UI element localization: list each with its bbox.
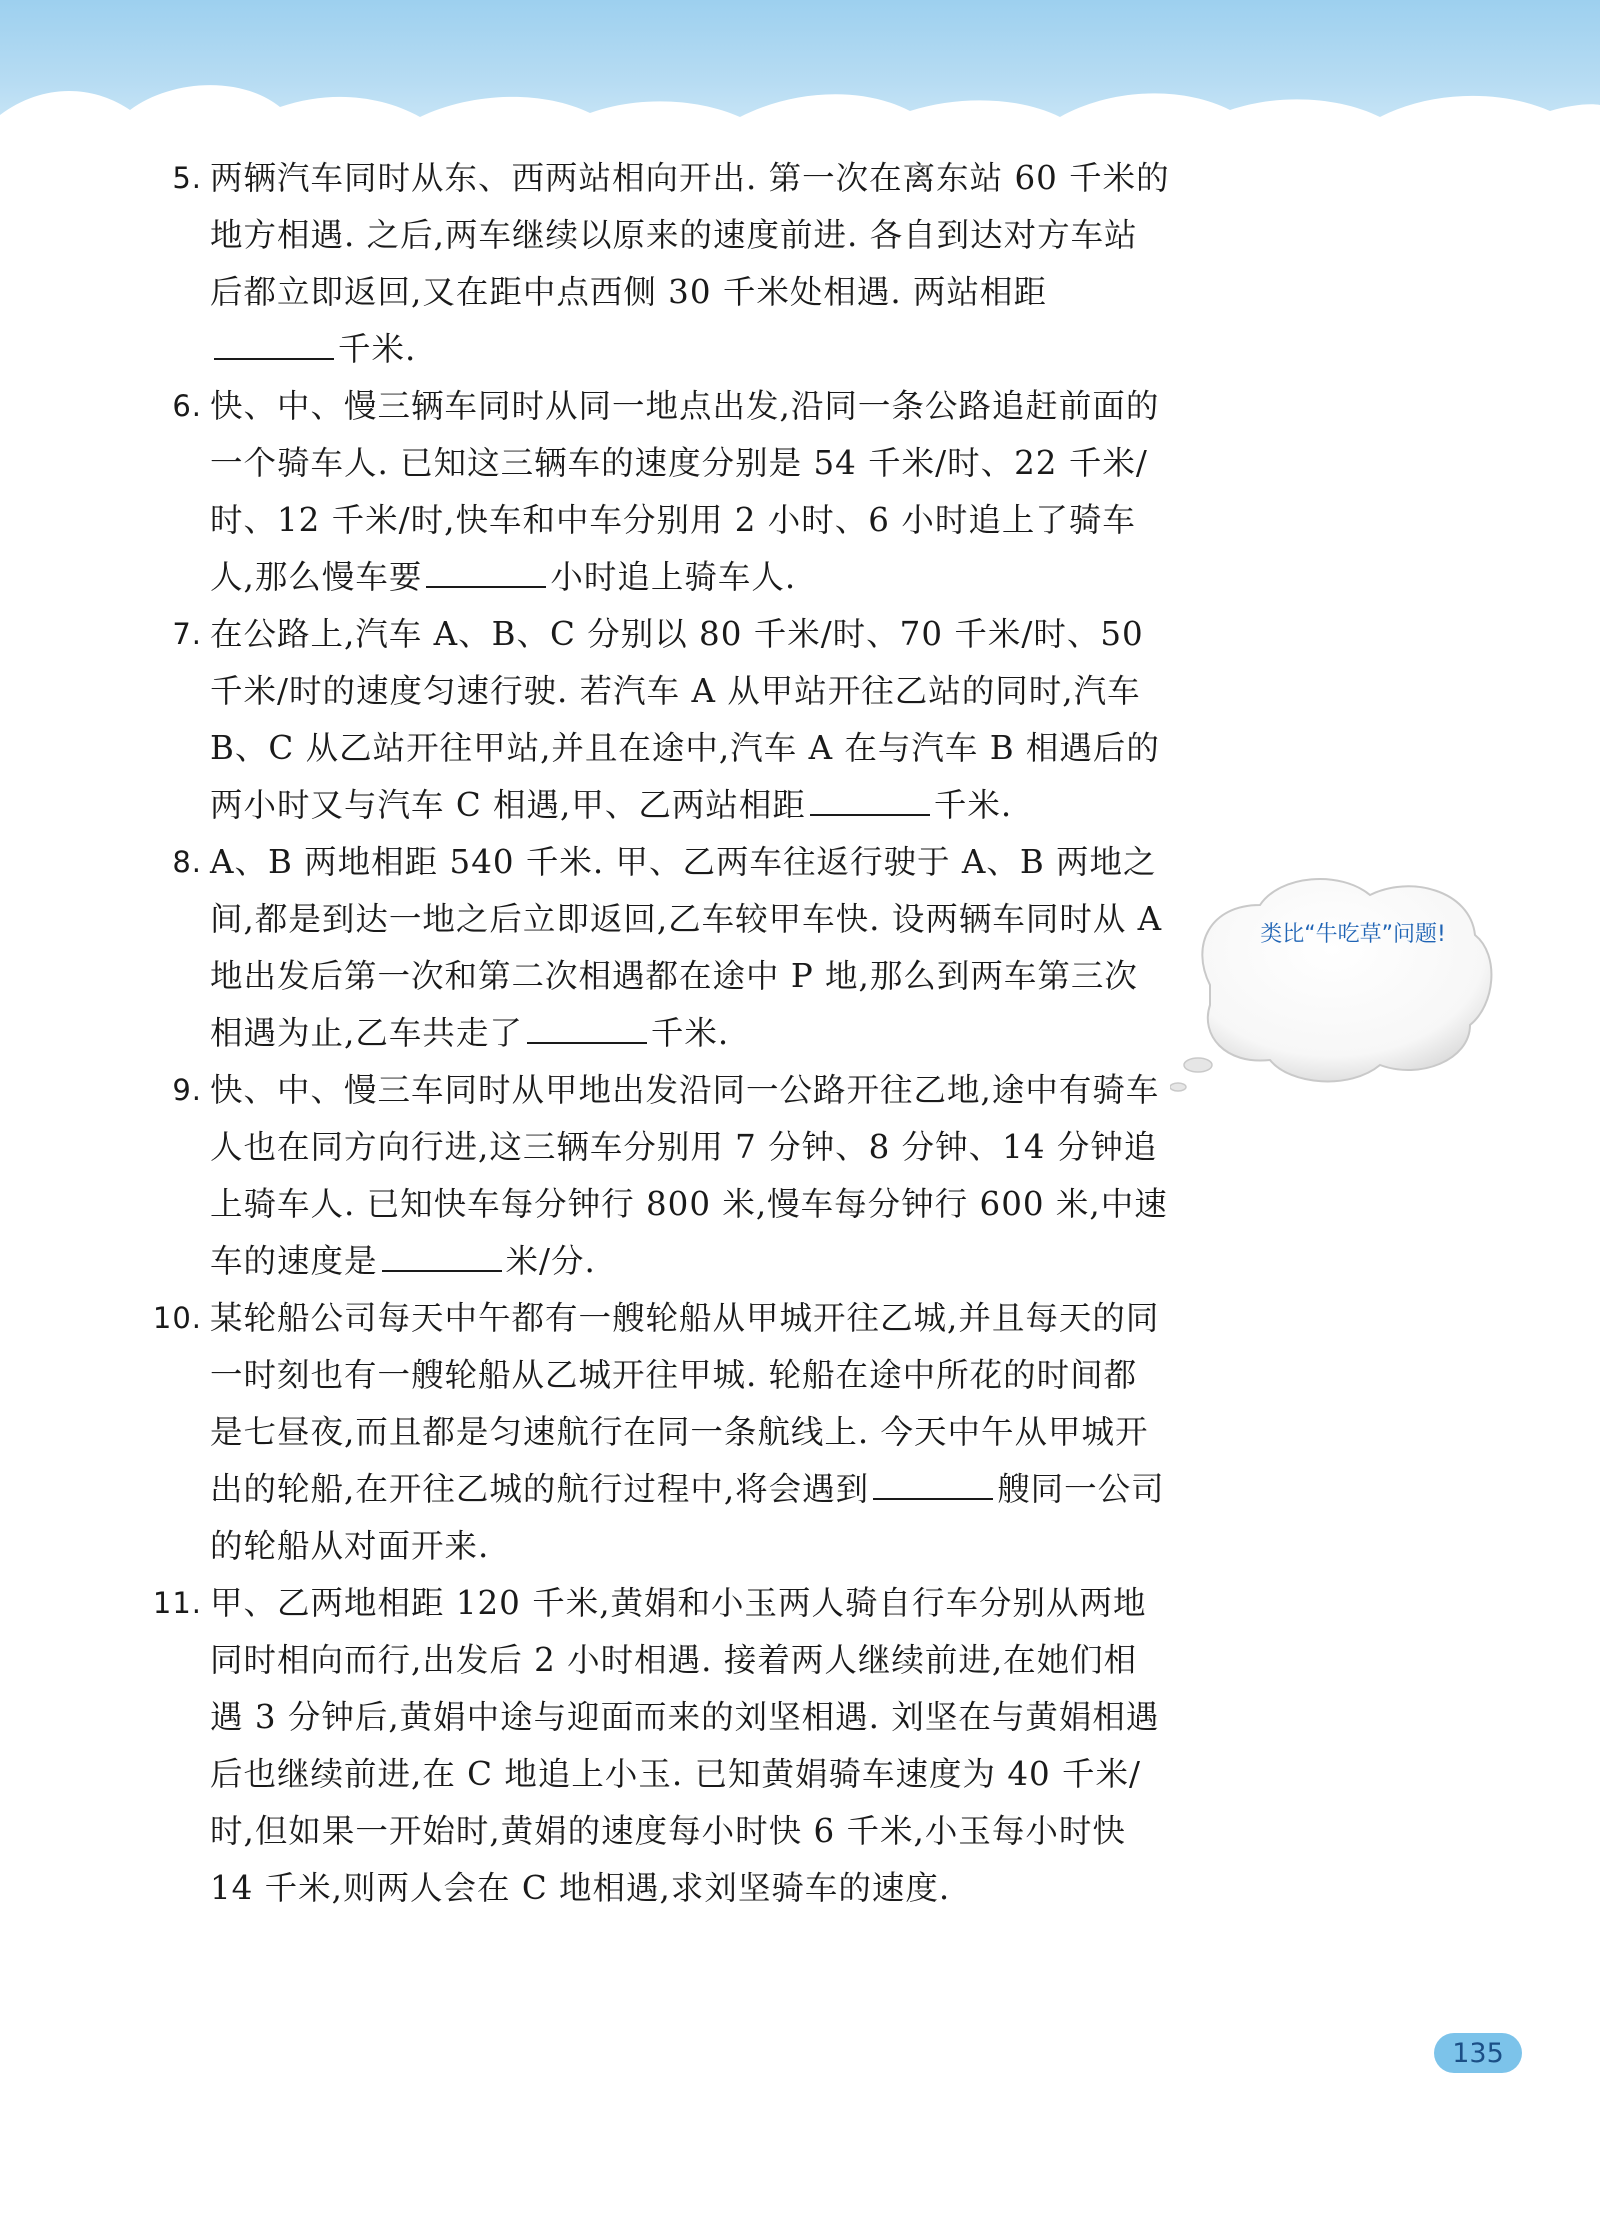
problem-text-end: 千米. [933, 786, 1013, 824]
problem-text-end: 千米. [650, 1014, 730, 1052]
problem-number: 8. [172, 845, 202, 879]
answer-blank[interactable] [426, 550, 546, 588]
problem-text: A、B 两地相距 540 千米. 甲、乙两车往返行驶于 A、B 两地之间,都是到达一地之后立即返回,乙车较甲车快. 设两辆车同时从 A 地出发后第一次和第二次相遇都在途中 P 地,那么到两车第三次相遇为止,乙车共走了 [210, 843, 1163, 1052]
problem-number: 11. [152, 1586, 202, 1620]
hint-text: 类比“牛吃草”问题! [1260, 922, 1446, 947]
header-banner [0, 0, 1600, 150]
answer-blank[interactable] [382, 1234, 502, 1272]
problem-11 [152, 1575, 1170, 1917]
problem-list [152, 150, 1170, 1917]
problem-text-end: 小时追上骑车人. [550, 558, 797, 596]
problem-6 [160, 378, 1170, 606]
problem-text: 快、中、慢三辆车同时从同一地点出发,沿同一条公路追赶前面的一个骑车人. 已知这三辆车的速度分别是 54 千米/时、22 千米/时、12 千米/时,快车和中车分别用 2 小时、6 小时追上了骑车人,那么慢车要 [210, 387, 1160, 596]
problem-8 [160, 834, 1170, 1062]
problem-10 [152, 1290, 1170, 1575]
thought-bubble [1170, 865, 1500, 1105]
problem-text-end: 千米. [338, 330, 417, 368]
problem-text: 快、中、慢三车同时从甲地出发沿同一公路开往乙地,途中有骑车人也在同方向行进,这三辆车分别用 7 分钟、8 分钟、14 分钟追上骑车人. 已知快车每分钟行 800 米,慢车每分钟行 600 米,中速车的速度是 [210, 1071, 1168, 1280]
answer-blank[interactable] [527, 1006, 647, 1044]
problem-text: 某轮船公司每天中午都有一艘轮船从甲城开往乙城,并且每天的同一时刻也有一艘轮船从乙城开往甲城. 轮船在途中所花的时间都是七昼夜,而且都是匀速航行在同一条航线上. 今天中午从甲城开出的轮船,在开往乙城的航行过程中,将会遇到 [210, 1299, 1160, 1508]
problem-9 [160, 1062, 1170, 1290]
problem-number: 9. [172, 1073, 202, 1107]
problem-number: 10. [152, 1301, 202, 1335]
problem-number: 7. [172, 617, 202, 651]
problem-number: 6. [172, 389, 202, 423]
problem-7 [160, 606, 1170, 834]
problem-5 [160, 150, 1170, 378]
answer-blank[interactable] [810, 778, 930, 816]
problem-text: 两辆汽车同时从东、西两站相向开出. 第一次在离东站 60 千米的地方相遇. 之后,两车继续以原来的速度前进. 各自到达对方车站后都立即返回,又在距中点西侧 30 千米处相遇. 两站相距 [210, 159, 1170, 311]
problem-number: 5. [172, 161, 202, 195]
problem-text: 在公路上,汽车 A、B、C 分别以 80 千米/时、70 千米/时、50 千米/时的速度匀速行驶. 若汽车 A 从甲站开往乙站的同时,汽车 B、C 从乙站开往甲站,并且在途中,汽车 A 在与汽车 B 相遇后的两小时又与汽车 C 相遇,甲、乙两站相距 [210, 615, 1160, 824]
answer-blank[interactable] [214, 322, 334, 360]
answer-blank[interactable] [873, 1462, 993, 1500]
problem-text-end: 米/分. [505, 1242, 596, 1280]
page-number: 135 [1434, 2033, 1522, 2073]
cloud-decoration [0, 55, 1600, 165]
problem-text: 甲、乙两地相距 120 千米,黄娟和小玉两人骑自行车分别从两地同时相向而行,出发后 2 小时相遇. 接着两人继续前进,在她们相遇 3 分钟后,黄娟中途与迎面而来的刘坚相遇. 刘坚在与黄娟相遇后也继续前进,在 C 地追上小玉. 已知黄娟骑车速度为 40 千米/时,但如果一开始时,黄娟的速度每小时快 6 千米,小玉每小时快 14 千米,则两人会在 C 地相遇,求刘坚骑车的速度. [210, 1584, 1160, 1907]
problem-text-end: 艘同一公司的轮船从对面开来. [210, 1470, 1165, 1565]
